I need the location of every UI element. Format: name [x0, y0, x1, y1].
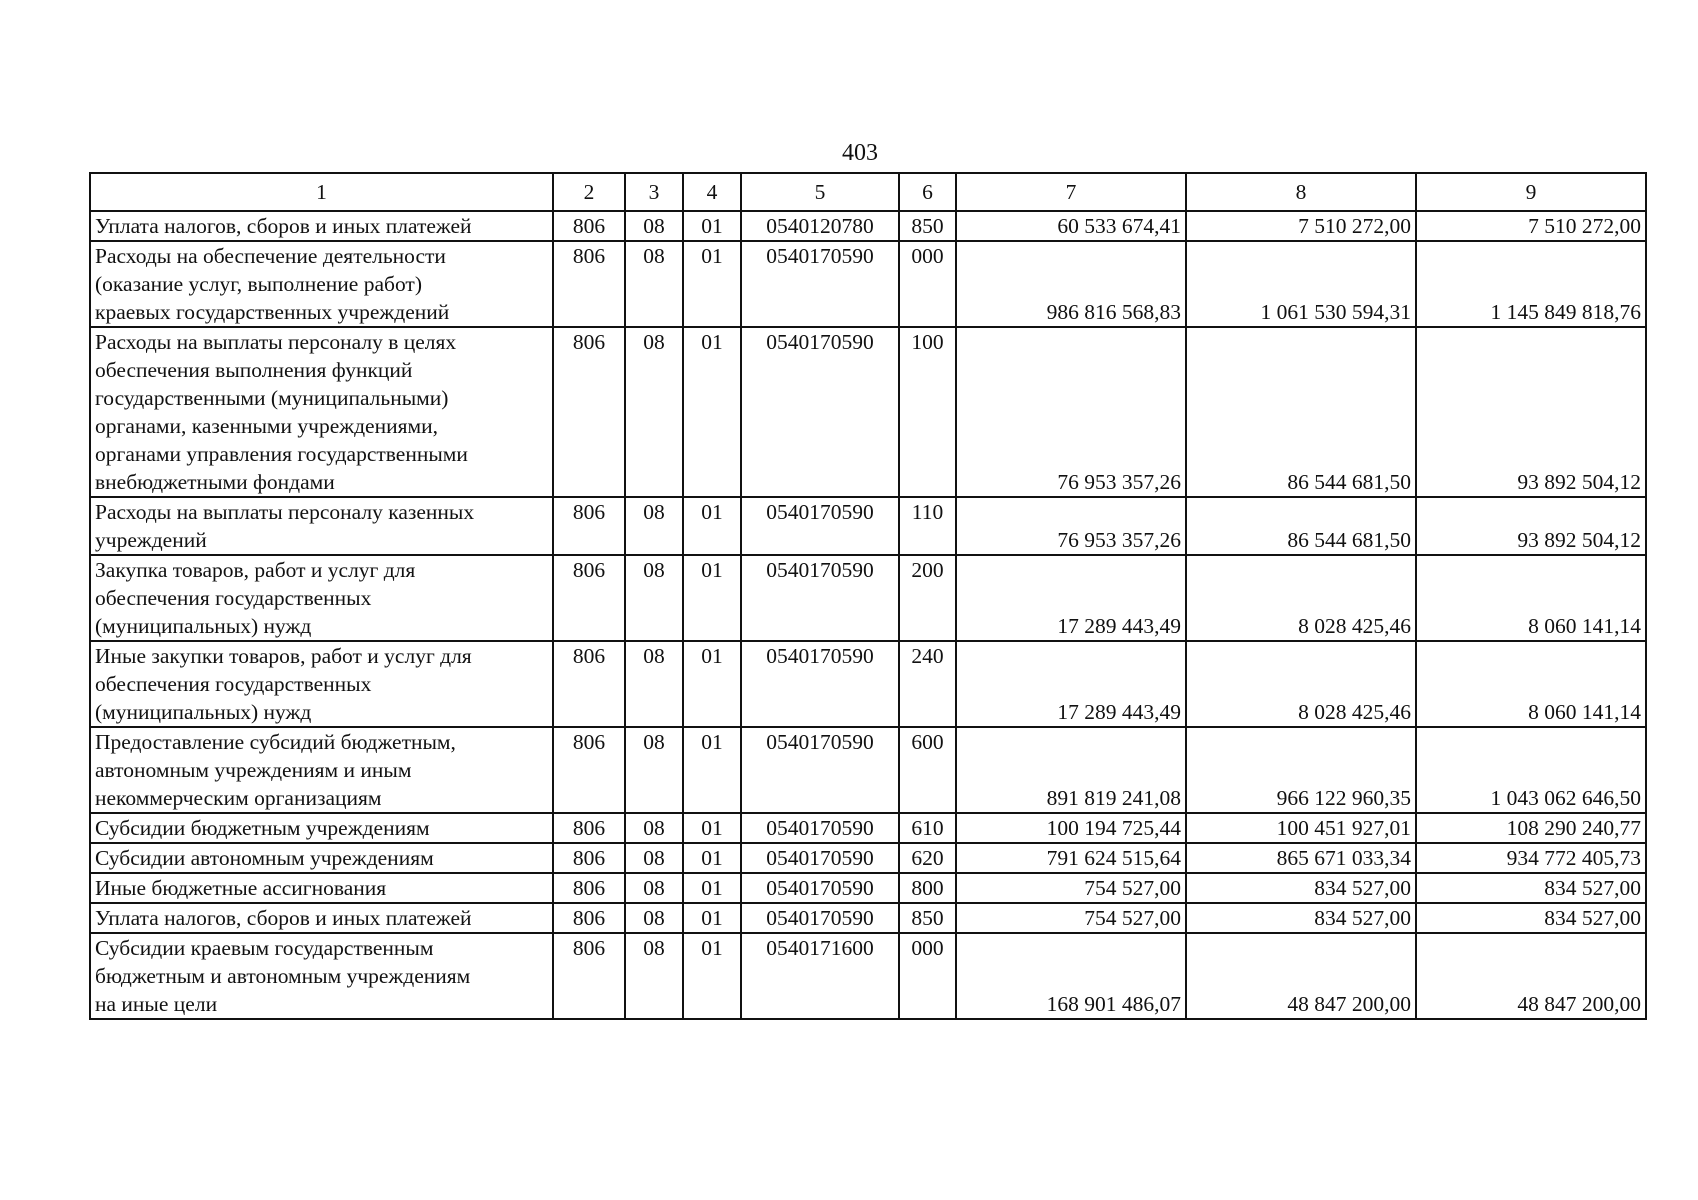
amount-cell-7: 791 624 515,64 — [956, 843, 1186, 873]
table-row — [90, 241, 1646, 327]
table-row — [90, 933, 1646, 1019]
amount-cell-7: 168 901 486,07 — [956, 933, 1186, 1019]
row-name-line: Закупка товаров, работ и услуг для — [95, 558, 416, 582]
code-cell-2: 806 — [553, 241, 625, 327]
row-name-line: Предоставление субсидий бюджетным, — [95, 730, 456, 754]
amount-cell-7: 17 289 443,49 — [956, 641, 1186, 727]
amount-cell-9: 834 527,00 — [1416, 903, 1646, 933]
amount-cell-9: 1 145 849 818,76 — [1416, 241, 1646, 327]
amount-cell-9: 7 510 272,00 — [1416, 211, 1646, 241]
code-cell-4: 01 — [683, 873, 741, 903]
header-cell-6: 6 — [899, 173, 956, 211]
code-cell-4: 01 — [683, 555, 741, 641]
code-cell-2: 806 — [553, 903, 625, 933]
code-cell-2: 806 — [553, 873, 625, 903]
amount-cell-8: 834 527,00 — [1186, 873, 1416, 903]
code-cell-6: 100 — [899, 327, 956, 497]
code-cell-4: 01 — [683, 241, 741, 327]
code-cell-3: 08 — [625, 903, 683, 933]
amount-cell-9: 93 892 504,12 — [1416, 497, 1646, 555]
page-number: 403 — [842, 140, 878, 166]
row-name-cell — [90, 933, 553, 1019]
table-row — [90, 873, 1646, 903]
amount-cell-7: 76 953 357,26 — [956, 497, 1186, 555]
amount-cell-8: 48 847 200,00 — [1186, 933, 1416, 1019]
code-cell-3: 08 — [625, 727, 683, 813]
row-name-cell — [90, 497, 553, 555]
header-cell-4: 4 — [683, 173, 741, 211]
row-name-line: Субсидии автономным учреждениям — [95, 846, 434, 870]
header-cell-3: 3 — [625, 173, 683, 211]
code-cell-3: 08 — [625, 211, 683, 241]
code-cell-5: 0540170590 — [741, 327, 899, 497]
row-name-line: Уплата налогов, сборов и иных платежей — [95, 906, 472, 930]
table-row — [90, 813, 1646, 843]
amount-cell-7: 754 527,00 — [956, 903, 1186, 933]
table-row — [90, 327, 1646, 497]
amount-cell-8: 86 544 681,50 — [1186, 327, 1416, 497]
code-cell-2: 806 — [553, 497, 625, 555]
amount-cell-9: 108 290 240,77 — [1416, 813, 1646, 843]
row-name-line: Уплата налогов, сборов и иных платежей — [95, 214, 472, 238]
header-row — [90, 173, 1646, 211]
code-cell-5: 0540170590 — [741, 497, 899, 555]
row-name-line: Иные закупки товаров, работ и услуг для — [95, 644, 472, 668]
code-cell-3: 08 — [625, 813, 683, 843]
row-name-line: Расходы на выплаты персоналу в целях — [95, 330, 457, 354]
code-cell-4: 01 — [683, 843, 741, 873]
table-body — [90, 173, 1646, 1019]
amount-cell-9: 834 527,00 — [1416, 873, 1646, 903]
code-cell-5: 0540171600 — [741, 933, 899, 1019]
code-cell-4: 01 — [683, 641, 741, 727]
code-cell-6: 000 — [899, 241, 956, 327]
amount-cell-8: 7 510 272,00 — [1186, 211, 1416, 241]
amount-cell-8: 865 671 033,34 — [1186, 843, 1416, 873]
code-cell-4: 01 — [683, 813, 741, 843]
code-cell-5: 0540170590 — [741, 903, 899, 933]
row-name-line: Иные бюджетные ассигнования — [95, 876, 387, 900]
row-name-line: (муниципальных) нужд — [95, 700, 312, 724]
code-cell-2: 806 — [553, 933, 625, 1019]
budget-table — [89, 172, 1647, 1020]
amount-cell-8: 86 544 681,50 — [1186, 497, 1416, 555]
code-cell-4: 01 — [683, 903, 741, 933]
table-row — [90, 843, 1646, 873]
amount-cell-7: 17 289 443,49 — [956, 555, 1186, 641]
amount-cell-7: 100 194 725,44 — [956, 813, 1186, 843]
code-cell-5: 0540170590 — [741, 641, 899, 727]
row-name-line: обеспечения выполнения функций — [95, 358, 413, 382]
code-cell-3: 08 — [625, 241, 683, 327]
code-cell-4: 01 — [683, 327, 741, 497]
amount-cell-7: 60 533 674,41 — [956, 211, 1186, 241]
row-name-line: Расходы на выплаты персоналу казенных — [95, 500, 475, 524]
row-name-line: обеспечения государственных — [95, 586, 372, 610]
row-name-cell — [90, 843, 553, 873]
amount-cell-8: 1 061 530 594,31 — [1186, 241, 1416, 327]
code-cell-6: 000 — [899, 933, 956, 1019]
code-cell-6: 850 — [899, 211, 956, 241]
code-cell-5: 0540170590 — [741, 241, 899, 327]
amount-cell-9: 8 060 141,14 — [1416, 555, 1646, 641]
row-name-line: обеспечения государственных — [95, 672, 372, 696]
row-name-cell — [90, 727, 553, 813]
code-cell-2: 806 — [553, 813, 625, 843]
code-cell-2: 806 — [553, 211, 625, 241]
row-name-cell — [90, 211, 553, 241]
table-row — [90, 211, 1646, 241]
amount-cell-8: 100 451 927,01 — [1186, 813, 1416, 843]
amount-cell-9: 1 043 062 646,50 — [1416, 727, 1646, 813]
code-cell-2: 806 — [553, 843, 625, 873]
code-cell-4: 01 — [683, 727, 741, 813]
amount-cell-9: 93 892 504,12 — [1416, 327, 1646, 497]
row-name-line: государственными (муниципальными) — [95, 386, 449, 410]
code-cell-2: 806 — [553, 327, 625, 497]
code-cell-5: 0540120780 — [741, 211, 899, 241]
row-name-line: бюджетным и автономным учреждениям — [95, 964, 471, 988]
amount-cell-8: 8 028 425,46 — [1186, 641, 1416, 727]
row-name-cell — [90, 555, 553, 641]
code-cell-5: 0540170590 — [741, 843, 899, 873]
table-row — [90, 497, 1646, 555]
header-cell-2: 2 — [553, 173, 625, 211]
code-cell-4: 01 — [683, 933, 741, 1019]
amount-cell-9: 8 060 141,14 — [1416, 641, 1646, 727]
row-name-cell — [90, 641, 553, 727]
header-cell-8: 8 — [1186, 173, 1416, 211]
table-row — [90, 555, 1646, 641]
row-name-line: некоммерческим организациям — [95, 786, 382, 810]
amount-cell-7: 986 816 568,83 — [956, 241, 1186, 327]
code-cell-2: 806 — [553, 641, 625, 727]
row-name-line: (муниципальных) нужд — [95, 614, 312, 638]
amount-cell-9: 48 847 200,00 — [1416, 933, 1646, 1019]
code-cell-3: 08 — [625, 497, 683, 555]
row-name-cell — [90, 327, 553, 497]
code-cell-6: 110 — [899, 497, 956, 555]
row-name-line: учреждений — [95, 528, 207, 552]
code-cell-6: 240 — [899, 641, 956, 727]
header-cell-9: 9 — [1416, 173, 1646, 211]
code-cell-6: 610 — [899, 813, 956, 843]
code-cell-2: 806 — [553, 555, 625, 641]
code-cell-3: 08 — [625, 555, 683, 641]
amount-cell-9: 934 772 405,73 — [1416, 843, 1646, 873]
row-name-line: органами, казенными учреждениями, — [95, 414, 438, 438]
table-row — [90, 727, 1646, 813]
amount-cell-7: 891 819 241,08 — [956, 727, 1186, 813]
table-row — [90, 903, 1646, 933]
code-cell-5: 0540170590 — [741, 555, 899, 641]
row-name-cell — [90, 903, 553, 933]
row-name-line: Расходы на обеспечение деятельности — [95, 244, 446, 268]
code-cell-6: 200 — [899, 555, 956, 641]
code-cell-3: 08 — [625, 327, 683, 497]
code-cell-3: 08 — [625, 843, 683, 873]
code-cell-5: 0540170590 — [741, 727, 899, 813]
row-name-cell — [90, 241, 553, 327]
code-cell-3: 08 — [625, 933, 683, 1019]
row-name-cell — [90, 813, 553, 843]
row-name-line: внебюджетными фондами — [95, 470, 335, 494]
row-name-line: Субсидии бюджетным учреждениям — [95, 816, 430, 840]
code-cell-6: 800 — [899, 873, 956, 903]
code-cell-5: 0540170590 — [741, 873, 899, 903]
code-cell-3: 08 — [625, 873, 683, 903]
header-cell-7: 7 — [956, 173, 1186, 211]
code-cell-6: 850 — [899, 903, 956, 933]
code-cell-2: 806 — [553, 727, 625, 813]
code-cell-4: 01 — [683, 211, 741, 241]
amount-cell-8: 8 028 425,46 — [1186, 555, 1416, 641]
row-name-line: автономным учреждениям и иным — [95, 758, 412, 782]
table-row — [90, 641, 1646, 727]
row-name-line: органами управления государственными — [95, 442, 468, 466]
header-cell-5: 5 — [741, 173, 899, 211]
row-name-line: краевых государственных учреждений — [95, 300, 450, 324]
code-cell-6: 600 — [899, 727, 956, 813]
amount-cell-8: 966 122 960,35 — [1186, 727, 1416, 813]
code-cell-6: 620 — [899, 843, 956, 873]
amount-cell-7: 754 527,00 — [956, 873, 1186, 903]
code-cell-3: 08 — [625, 641, 683, 727]
amount-cell-7: 76 953 357,26 — [956, 327, 1186, 497]
row-name-line: Субсидии краевым государственным — [95, 936, 434, 960]
code-cell-5: 0540170590 — [741, 813, 899, 843]
header-cell-1: 1 — [90, 173, 553, 211]
code-cell-4: 01 — [683, 497, 741, 555]
row-name-line: на иные цели — [95, 992, 218, 1016]
row-name-cell — [90, 873, 553, 903]
amount-cell-8: 834 527,00 — [1186, 903, 1416, 933]
row-name-line: (оказание услуг, выполнение работ) — [95, 272, 422, 296]
